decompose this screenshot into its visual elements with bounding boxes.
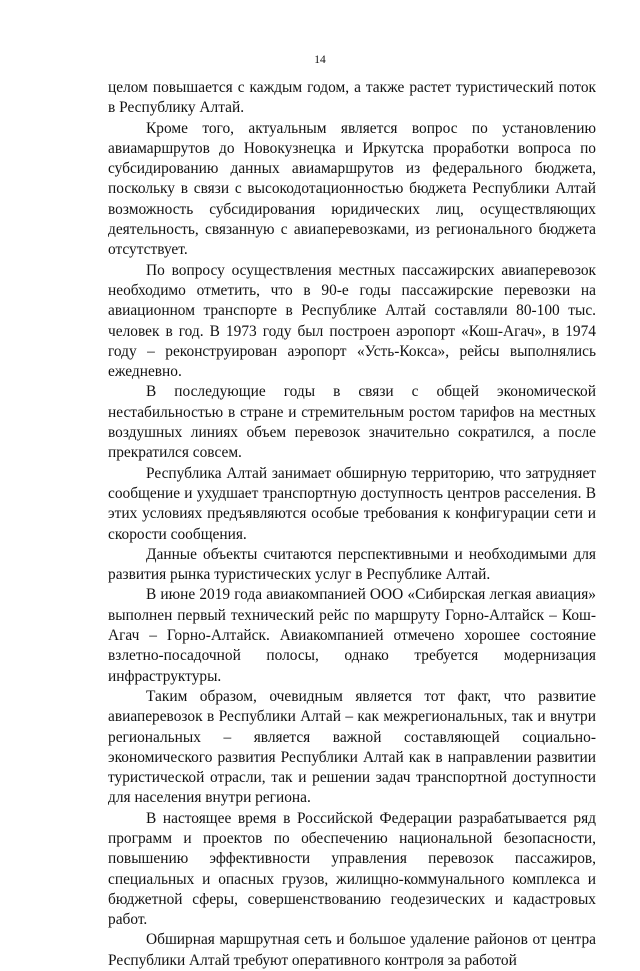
paragraph-local-transport: По вопросу осуществления местных пассажирских авиаперевозок необходимо отметить, что в 90-е годы пассажирские перевозки на авиационном транспорте в Республике Алтай составляли 80-100 тыс. человек в год. В 1973 году был построен аэропорт «Кош-Агач», в 1974 году – реконструирован аэропорт «Усть-Кокса», рейсы выполнялись ежедневно. [108, 261, 596, 381]
paragraph-instability: В последующие годы в связи с общей экономической нестабильностью в стране и стремительным ростом тарифов на местных воздушных линиях объем перевозок значительно сократился, а после прекратился совсем. [108, 383, 596, 462]
paragraph-first-flight: В июне 2019 года авиакомпанией ООО «Сибирская легкая авиация» выполнен первый технический рейс по маршруту Горно-Алтайск – Кош-Агач – Горно-Алтайск. Авиакомпанией отмечено хорошее состояние взлетно-посадочной полосы, однако требуется модернизация инфраструктуры. [108, 586, 596, 685]
paragraph-conclusion: Таким образом, очевидным является тот факт, что развитие авиаперевозок в Республики Алтай – как межрегиональных, так и внутри региональных – является важной составляющей социально-экономического развития Республики Алтай как в направлении развитии туристической отрасли, так и решении задач транспортной доступности для населения внутри региона. [108, 687, 596, 807]
paragraph-territory: Республика Алтай занимает обширную территорию, что затрудняет сообщение и ухудшает транспортную доступность центров расселения. В этих условиях предъявляются особые требования к конфигурации сети и скорости сообщения. [108, 464, 596, 543]
paragraph-federal-programs: В настоящее время в Российской Федерации разрабатывается ряд программ и проектов по обеспечению национальной безопасности, повышению эффективности управления перевозок пассажиров, специальных и опасных грузов, жилищно-коммунального комплекса и бюджетной сферы, совершенствованию геодезических и кадастровых работ. [108, 809, 596, 929]
paragraph-route-network: Обширная маршрутная сеть и большое удаление районов от центра Республики Алтай требуют оперативного контроля за работой [108, 931, 596, 969]
paragraph-prospects: Данные объекты считаются перспективными и необходимыми для развития рынка туристических услуг в Республике Алтай. [108, 545, 596, 584]
body-text [108, 78, 596, 971]
paragraph-continuation: целом повышается с каждым годом, а также растет туристический поток в Республику Алтай. [108, 79, 596, 117]
page-number: 14 [314, 54, 326, 66]
paragraph-air-routes: Кроме того, актуальным является вопрос по установлению авиамаршрутов до Новокузнецка и Иркутска проработки вопроса по субсидированию данных авиамаршрутов из федерального бюджета, поскольку в связи с высокодотационностью бюджета Республики Алтай возможность субсидирования юридических лиц, осуществляющих деятельность, связанную с авиаперевозками, из регионального бюджета отсутствует. [108, 119, 596, 259]
